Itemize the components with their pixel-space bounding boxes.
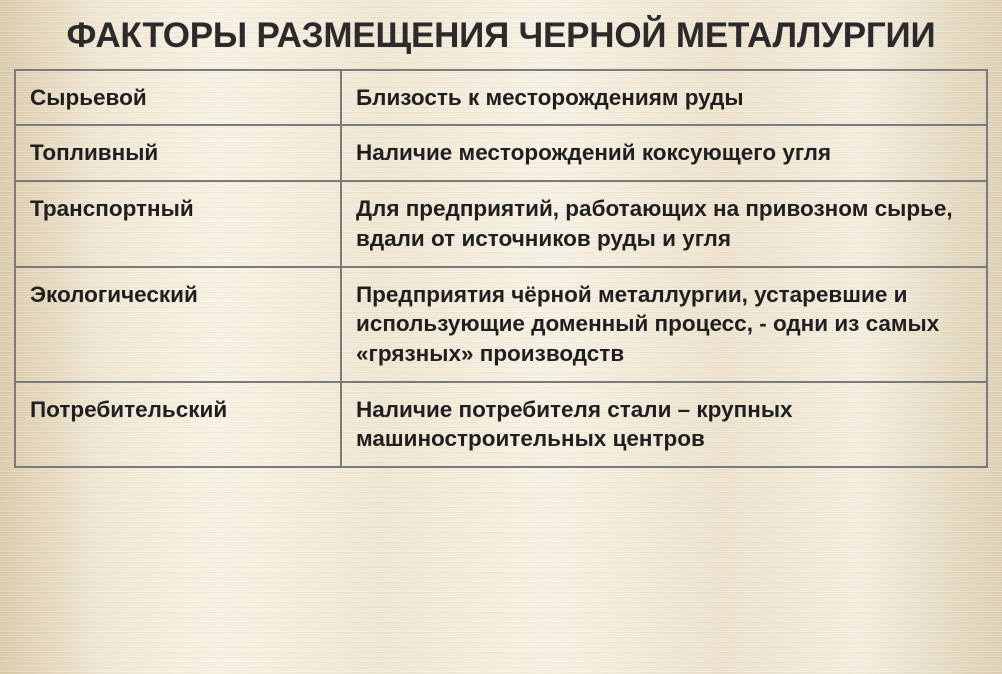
table-row	[15, 70, 987, 126]
factor-description-cell: Для предприятий, работающих на привозном сырье, вдали от источников руды и угля	[341, 181, 987, 266]
factor-name-cell: Потребительский	[15, 382, 341, 467]
factor-name-cell: Топливный	[15, 125, 341, 181]
factors-table	[14, 69, 988, 468]
factor-name-cell: Транспортный	[15, 181, 341, 266]
table-row	[15, 181, 987, 266]
factor-name-cell: Сырьевой	[15, 70, 341, 126]
factor-description-cell: Предприятия чёрной металлургии, устаревшие и использующие доменный процесс, - одни из самых «грязных» производств	[341, 267, 987, 382]
factor-description-cell: Близость к месторождениям руды	[341, 70, 987, 126]
factor-description-cell: Наличие потребителя стали – крупных машиностроительных центров	[341, 382, 987, 467]
page-title: ФАКТОРЫ РАЗМЕЩЕНИЯ ЧЕРНОЙ МЕТАЛЛУРГИИ	[66, 16, 936, 55]
factors-table-body	[15, 70, 987, 467]
table-row	[15, 125, 987, 181]
factor-description-cell: Наличие месторождений коксующего угля	[341, 125, 987, 181]
table-row	[15, 267, 987, 382]
table-row	[15, 382, 987, 467]
factor-name-cell: Экологический	[15, 267, 341, 382]
